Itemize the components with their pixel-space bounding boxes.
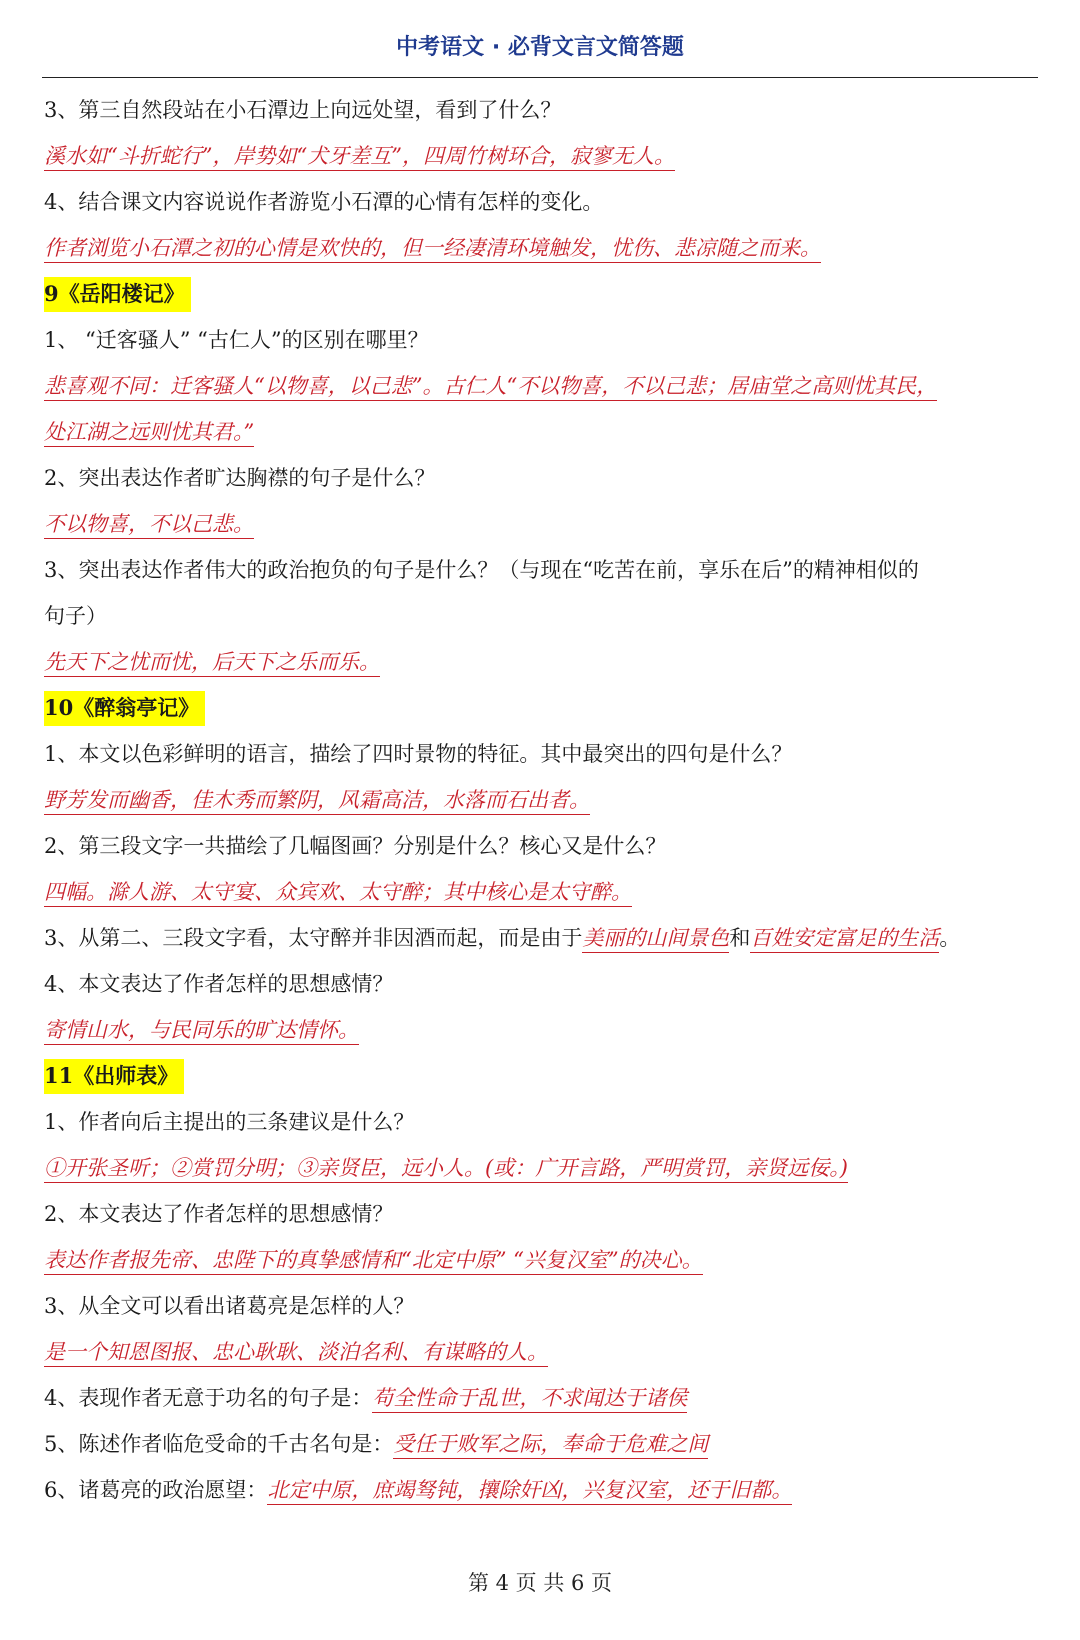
question-with-inline-answer	[44, 1375, 1040, 1421]
answer-text: 寄情山水，与民同乐的旷达情怀。	[44, 1018, 359, 1045]
answer-text: 溪水如“斗折蛇行”，岸势如“犬牙差互”，四周竹树环合，寂寥无人。	[44, 144, 675, 171]
answer-line	[44, 869, 1040, 915]
question-text: 3、从第二、三段文字看，太守醉并非因酒而起，而是由于	[44, 926, 583, 950]
question-with-inline-answer	[44, 1467, 1040, 1513]
answer-line	[44, 1145, 1040, 1191]
inline-answer: 受任于败军之际，奉命于危难之间	[393, 1432, 708, 1459]
section-heading	[44, 685, 1040, 731]
question-line: 1、作者向后主提出的三条建议是什么？	[44, 1110, 415, 1134]
question-text: 4、表现作者无意于功名的句子是：	[44, 1386, 373, 1410]
answer-text: 先天下之忧而忧，后天下之乐而乐。	[44, 650, 380, 677]
answer-text: 悲喜观不同：迁客骚人“以物喜，以己悲”。古仁人“不以物喜，不以己悲；居庙堂之高则忧其民，	[44, 374, 937, 401]
question-line: 3、从全文可以看出诸葛亮是怎样的人？	[44, 1294, 415, 1318]
question-line: 3、突出表达作者伟大的政治抱负的句子是什么？（与现在“吃苦在前，享乐在后”的精神相似的	[44, 558, 919, 582]
answer-line	[44, 1329, 1040, 1375]
answer-line	[44, 1007, 1040, 1053]
question-line: 3、第三自然段站在小石潭边上向远处望，看到了什么？	[44, 98, 562, 122]
document-body	[44, 87, 1040, 1513]
question-line: 4、结合课文内容说说作者游览小石潭的心情有怎样的变化。	[44, 190, 604, 214]
section-heading	[44, 1053, 1040, 1099]
answer-line	[44, 225, 1040, 271]
section-heading	[44, 271, 1040, 317]
question-text: 。	[939, 926, 961, 950]
question-line: 4、本文表达了作者怎样的思想感情？	[44, 972, 394, 996]
answer-text: 处江湖之远则忧其君。”	[44, 420, 254, 447]
answer-text: 野芳发而幽香，佳木秀而繁阴，风霜高洁，水落而石出者。	[44, 788, 590, 815]
answer-line	[44, 777, 1040, 823]
question-text: 和	[729, 926, 751, 950]
inline-answer: 苟全性命于乱世，不求闻达于诸侯	[372, 1386, 687, 1413]
section-heading-label: 10《醉翁亭记》	[44, 691, 205, 726]
question-line: 1、本文以色彩鲜明的语言，描绘了四时景物的特征。其中最突出的四句是什么？	[44, 742, 793, 766]
answer-line	[44, 639, 1040, 685]
question-with-inline-answer	[44, 1421, 1040, 1467]
inline-answer: 美丽的山间景色	[582, 926, 729, 953]
inline-answer: 百姓安定富足的生活	[750, 926, 939, 953]
answer-text: 四幅。滁人游、太守宴、众宾欢、太守醉；其中核心是太守醉。	[44, 880, 632, 907]
question-line: 1、 “迁客骚人” “古仁人”的区别在哪里？	[44, 328, 429, 352]
answer-text: 是一个知恩图报、忠心耿耿、淡泊名利、有谋略的人。	[44, 1340, 548, 1367]
section-heading-label: 9《岳阳楼记》	[44, 277, 191, 312]
section-heading-label: 11《出师表》	[44, 1059, 184, 1094]
answer-text: 作者浏览小石潭之初的心情是欢快的，但一经凄清环境触发，忧伤、悲凉随之而来。	[44, 236, 821, 263]
question-text: 6、诸葛亮的政治愿望：	[44, 1478, 268, 1502]
question-text: 5、陈述作者临危受命的千古名句是：	[44, 1432, 394, 1456]
question-line: 句子）	[44, 604, 107, 628]
answer-text: ①开张圣听；②赏罚分明；③亲贤臣，远小人。(或：广开言路，严明赏罚，亲贤远佞。)	[44, 1156, 848, 1183]
answer-line	[44, 363, 1040, 409]
page-footer: 第 4 页 共 6 页	[467, 1571, 613, 1595]
answer-line	[44, 409, 1040, 455]
question-line: 2、本文表达了作者怎样的思想感情？	[44, 1202, 394, 1226]
answer-text: 表达作者报先帝、忠陛下的真挚感情和“北定中原” “兴复汉室”的决心。	[44, 1248, 703, 1275]
question-line: 2、突出表达作者旷达胸襟的句子是什么？	[44, 466, 436, 490]
inline-answer: 北定中原，庶竭驽钝，攘除奸凶，兴复汉室，还于旧都。	[267, 1478, 792, 1505]
answer-line	[44, 1237, 1040, 1283]
answer-text: 不以物喜，不以己悲。	[44, 512, 254, 539]
answer-line	[44, 501, 1040, 547]
question-line: 2、第三段文字一共描绘了几幅图画？分别是什么？核心又是什么？	[44, 834, 667, 858]
page-header-title: 中考语文 · 必背文言文简答题	[396, 35, 684, 60]
header-divider	[42, 77, 1038, 78]
answer-line	[44, 133, 1040, 179]
question-with-inline-answer	[44, 915, 1040, 961]
